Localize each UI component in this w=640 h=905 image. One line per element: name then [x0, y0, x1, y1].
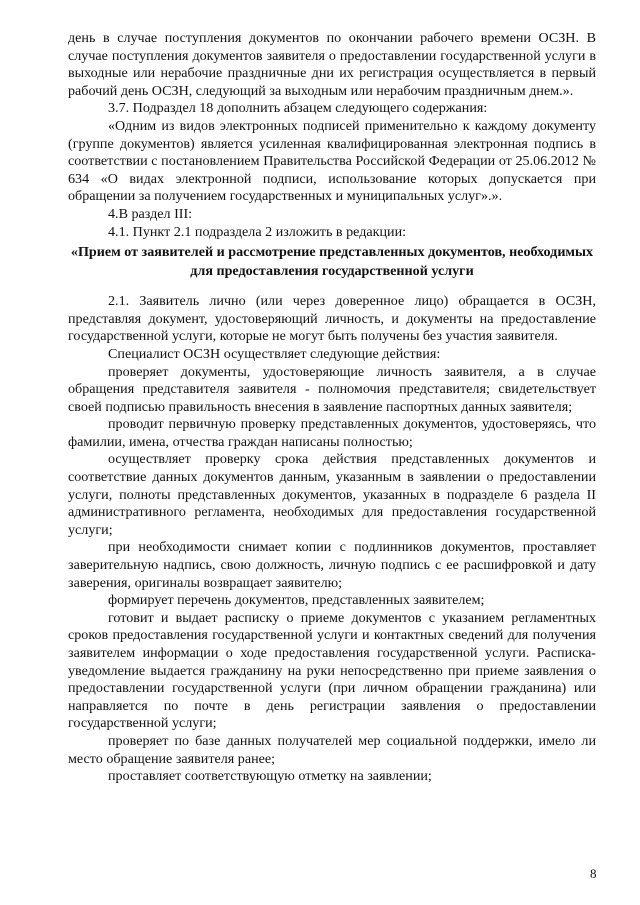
paragraph-continuation: день в случае поступления документов по окончании рабочего времени ОСЗН. В случае поступления документов заявителя о предоставлении государственной услуги в выходные или нерабочие праздничные дни их регистрация осуществляется в первый рабочий день ОСЗН, следующий за выходным или нерабочим праздничным днем.».	[68, 30, 596, 99]
page-number: 8	[590, 866, 597, 881]
list-item-validity-check: осуществляет проверку срока действия представленных документов и соответствие данных документов данным, указанным в заявлении о предоставлении услуги, полноты представленных документов, указанных в подразделе 6 раздела II административного регламента, необходимых для предоставления государственной услуги;	[68, 451, 596, 538]
list-item-database-check: проверяет по базе данных получателей мер социальной поддержки, имело ли место обращение заявителя ранее;	[68, 732, 596, 767]
paragraph-3-7: 3.7. Подраздел 18 дополнить абзацем следующего содержания:	[108, 100, 488, 117]
paragraph-4-1: 4.1. Пункт 2.1 подраздела 2 изложить в редакции:	[108, 223, 407, 240]
paragraph-2-1: 2.1. Заявитель лично (или через доверенное лицо) обращается в ОСЗН, представляя документ, удостоверяющий личность, и документы на предоставление государственной услуги, которые не могут быть получены без участия заявителя.	[68, 293, 596, 345]
list-item-initial-check: проводит первичную проверку представленных документов, удостоверяясь, что фамилии, имена, отчества граждан написаны полностью;	[68, 416, 596, 450]
section-heading: «Прием от заявителей и рассмотрение представленных документов, необходимых для предоставления государственной услуги	[70, 244, 594, 280]
document-body	[68, 30, 596, 786]
list-item-check-identity: проверяет документы, удостоверяющие личность заявителя, а в случае обращения представителя заявителя - полномочия представителя; свидетельствует своей подписью правильность внесения в заявление паспортных данных заявителя;	[68, 363, 596, 415]
list-item-document-list: формирует перечень документов, представленных заявителем;	[108, 592, 485, 609]
paragraph-section-4: 4.В раздел III:	[108, 205, 193, 222]
paragraph-specialist-actions: Специалист ОСЗН осуществляет следующие действия:	[108, 345, 441, 362]
list-item-copies: при необходимости снимает копии с подлинников документов, проставляет заверительную надпись, свою должность, личную подпись с ее расшифровкой и дату заверения, оригиналы возвращает заявителю;	[68, 539, 596, 591]
paragraph-quote-signature: «Одним из видов электронных подписей применительно к каждому документу (группе документов) является усиленная квалифицированная электронная подпись в соответствии с постановлением Правительства Российской Федерации от 25.06.2012 № 634 «О видах электронной подписи, использование которых допускается при обращении за получением государственных и муниципальных услуг».».	[68, 117, 596, 205]
list-item-mark: проставляет соответствующую отметку на заявлении;	[108, 768, 432, 785]
list-item-receipt: готовит и выдает расписку о приеме документов с указанием регламентных сроков предоставления государственной услуги и контактных сведений для получения заявителем информации о ходе предоставления государственной услуги. Расписка-уведомление выдается гражданину на руки непосредственно при приеме заявления о предоставлении государственной услуги (при личном обращении гражданина) или направляется по почте в день регистрации заявления о предоставлении государственной услуги;	[68, 609, 596, 732]
